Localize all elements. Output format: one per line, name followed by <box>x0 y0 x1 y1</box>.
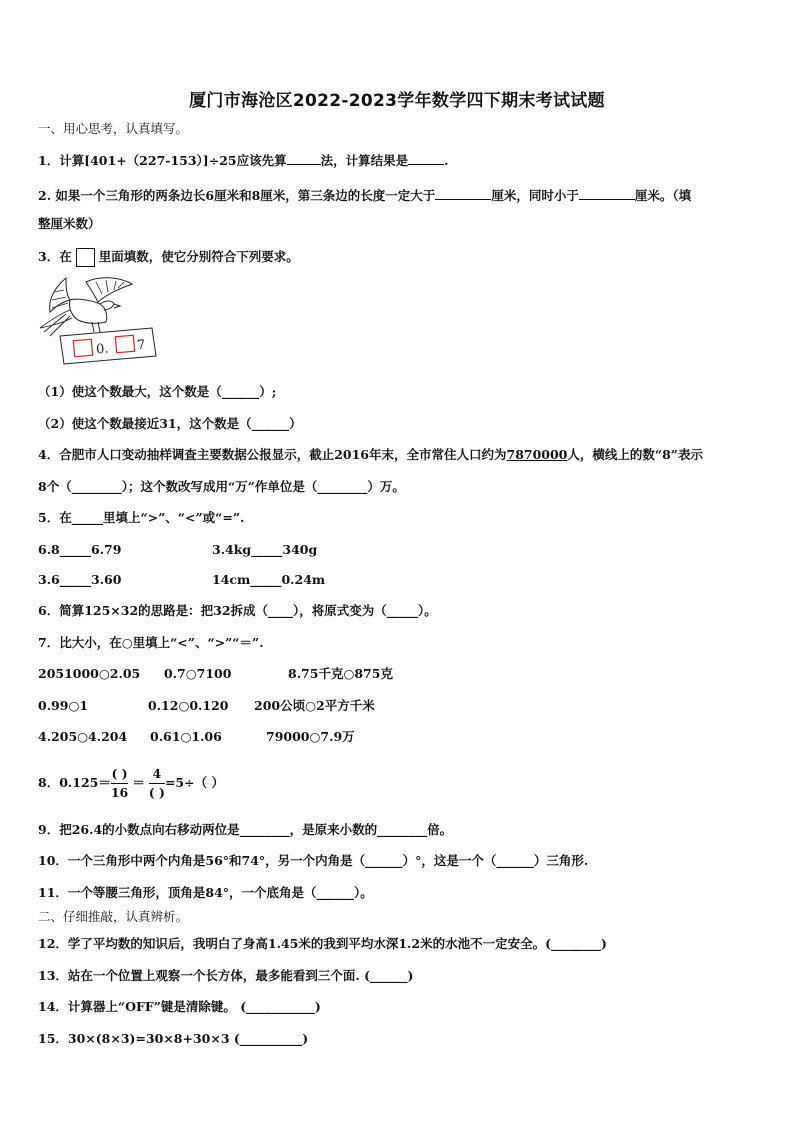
question-13: 13．站在一个位置上观察一个长方体，最多能看到三个面. (______) <box>38 968 414 983</box>
q2-text-a: 2. 如果一个三角形的两条边长6厘米和8厘米，第三条边的长度一定大于 <box>38 188 436 203</box>
question-3-sub-2: （2）使这个数最接近31，这个数是（______） <box>38 416 302 431</box>
card-end-text: 7 <box>136 337 146 354</box>
q8-fraction-1 <box>111 766 128 801</box>
q8-f1-denominator: 16 <box>110 785 129 800</box>
q5-row2-col2: 14cm_____0.24m <box>212 572 326 587</box>
question-8 <box>38 762 224 804</box>
q2-blank-1[interactable] <box>435 185 491 200</box>
question-4-cont: 8个（________）；这个数改写成用“万”作单位是（________）万。 <box>38 479 405 494</box>
section-heading-1: 一、用心思考，认真填写。 <box>38 121 189 136</box>
question-6: 6．简算125×32的思路是：把32拆成（____），将原式变为（_____）。 <box>38 603 437 618</box>
question-5: 5．在_____里填上“>”、“<”或“=”. <box>38 510 245 525</box>
q1-text-b: 法，计算结果是 <box>320 153 409 168</box>
q7-r3-c1: 4.205○4.204 <box>38 729 128 744</box>
q8-equals: ＝ <box>132 775 145 790</box>
q7-r1-c3: 8.75千克○875克 <box>288 666 393 681</box>
q4-underlined-number: 7870000 <box>506 447 568 462</box>
bird-card-illustration <box>36 270 166 370</box>
q1-blank-1[interactable] <box>287 150 321 165</box>
question-2 <box>38 185 691 205</box>
q8-text-a: 8．0.125＝ <box>38 775 111 790</box>
q7-r1-c1: 2051000○2.05 <box>38 666 141 681</box>
question-2-cont: 整厘米数） <box>38 216 101 231</box>
question-10: 10．一个三角形中两个内角是56°和74°，另一个内角是（______）°，这是一个（______）三角形. <box>38 853 589 868</box>
q8-f2-numerator: 4 <box>152 766 162 781</box>
q4-text-a: 4．合肥市人口变动抽样调查主要数据公报显示，截止2016年末，全市常住人口约为 <box>38 447 507 462</box>
question-3-sub-1: （1）使这个数最大，这个数是（______）; <box>38 384 277 399</box>
question-11: 11．一个等腰三角形，顶角是84°，一个底角是（______）。 <box>38 885 373 900</box>
question-12: 12．学了平均数的知识后，我明白了身高1.45米的我到平均水深1.2米的水池不一定安全。(________) <box>38 936 607 951</box>
q8-f2-denominator[interactable]: ( ) <box>148 785 165 800</box>
q5-row1-col1: 6.8_____6.79 <box>38 542 122 557</box>
q7-r2-c1: 0.99○1 <box>38 698 89 713</box>
q8-f1-numerator[interactable]: ( ) <box>111 766 128 781</box>
q4-text-b: 人，横线上的数“8”表示 <box>567 447 703 462</box>
question-9: 9．把26.4的小数点向右移动两位是________，是原来小数的________倍。 <box>38 822 453 837</box>
q3-answer-box[interactable] <box>76 248 95 267</box>
question-7: 7．比大小，在○里填上“<”、“>”“＝”. <box>38 635 264 650</box>
q7-r2-c3: 200公顷○2平方千米 <box>254 698 375 713</box>
question-1 <box>38 150 448 170</box>
question-4 <box>38 446 703 464</box>
q3-text-b: 里面填数，使它分别符合下列要求。 <box>98 249 299 264</box>
q7-r1-c2: 0.7○7100 <box>164 666 232 681</box>
q8-text-b: =5÷（ ） <box>164 775 224 790</box>
question-3 <box>38 248 299 267</box>
q2-text-c: 厘米。（填 <box>634 188 692 203</box>
q1-text-c: . <box>444 153 449 168</box>
q2-text-b: 厘米，同时小于 <box>491 188 579 203</box>
card-mid-text: 0. <box>95 341 110 358</box>
page-title: 厦门市海沧区2022-2023学年数学四下期末考试试题 <box>189 91 605 111</box>
q5-row2-col1: 3.6_____3.60 <box>38 572 122 587</box>
q8-fraction-2 <box>149 766 165 801</box>
section-heading-2: 二、仔细推敲，认真辨析。 <box>38 909 189 924</box>
q5-row1-col2: 3.4kg_____340g <box>212 542 318 557</box>
q7-r2-c2: 0.12○0.120 <box>148 698 229 713</box>
bird-icon <box>36 270 166 370</box>
q1-text-a: 1．计算[401+（227-153）]÷25应该先算 <box>38 153 287 168</box>
q2-blank-2[interactable] <box>579 185 635 200</box>
q1-blank-2[interactable] <box>408 150 444 165</box>
q3-text-a: 3．在 <box>38 249 72 264</box>
q7-r3-c2: 0.61○1.06 <box>150 729 222 744</box>
question-15: 15．30×(8×3)=30×8+30×3 (__________) <box>38 1031 309 1046</box>
question-14: 14．计算器上“OFF”键是清除键。 (___________) <box>38 999 321 1014</box>
q7-r3-c3: 79000○7.9万 <box>266 729 355 744</box>
